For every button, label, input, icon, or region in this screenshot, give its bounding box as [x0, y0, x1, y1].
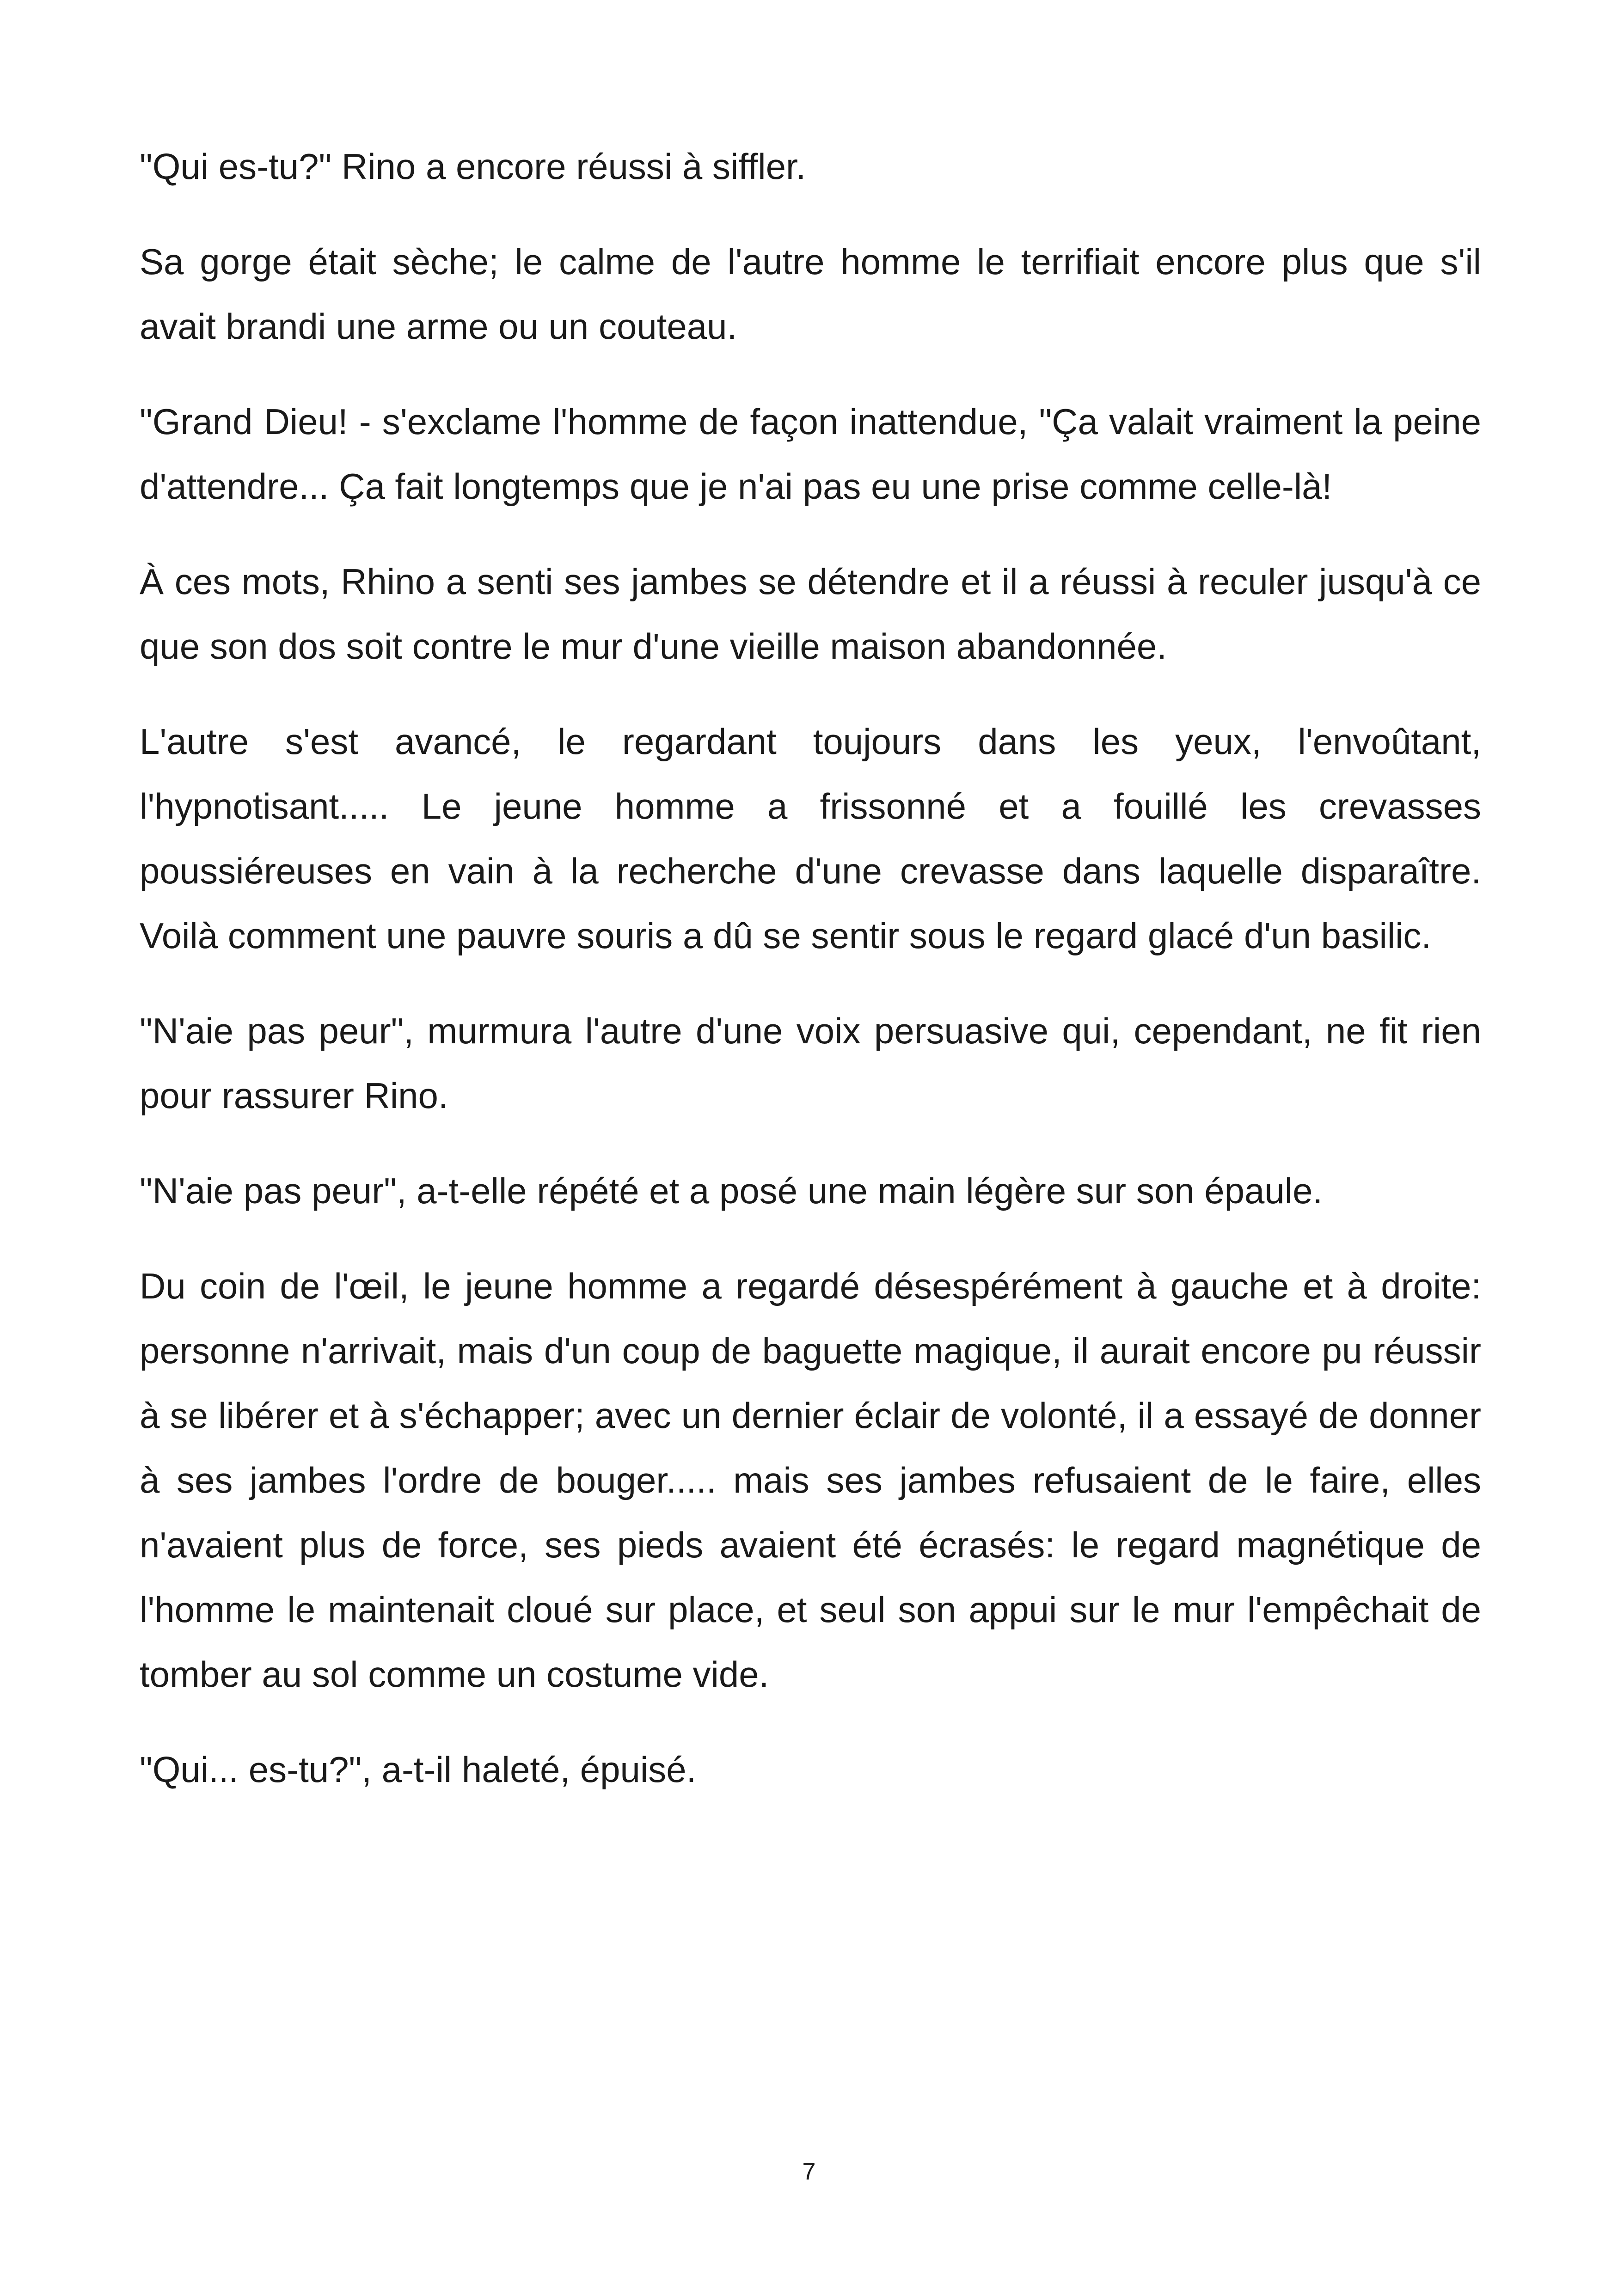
- paragraph-7: "N'aie pas peur", a-t-elle répété et a posé une main légère sur son épaule.: [140, 1170, 1323, 1211]
- paragraph-2: Sa gorge était sèche; le calme de l'autre homme le terrifiait encore plus que s'il avait brandi une arme ou un couteau.: [140, 241, 1481, 347]
- body-text: [140, 134, 1481, 1832]
- paragraph-8: Du coin de l'œil, le jeune homme a regardé désespérément à gauche et à droite: personne n'arrivait, mais d'un coup de baguette magique, il aurait encore pu réussir à se libérer et à s'échapper; avec un dernier éclair de volonté, il a essayé de donner à ses jambes l'ordre de bouger..... mais ses jambes refusaient de le faire, elles n'avaient plus de force, ses pieds avaient été écrasés: le regard magnétique de l'homme le maintenait cloué sur place, et seul son appui sur le mur l'empêchait de tomber au sol comme un costume vide.: [140, 1266, 1481, 1695]
- paragraph-3: "Grand Dieu! - s'exclame l'homme de façon inattendue, "Ça valait vraiment la peine d'attendre... Ça fait longtemps que je n'ai pas eu une prise comme celle-là!: [140, 401, 1481, 507]
- paragraph-6: "N'aie pas peur", murmura l'autre d'une voix persuasive qui, cependant, ne fit rien pour rassurer Rino.: [140, 1010, 1481, 1116]
- paragraph-9: "Qui... es-tu?", a-t-il haleté, épuisé.: [140, 1749, 697, 1790]
- page-number: 7: [802, 2158, 816, 2185]
- paragraph-1: "Qui es-tu?" Rino a encore réussi à siffler.: [140, 146, 806, 187]
- paragraph-4: À ces mots, Rhino a senti ses jambes se détendre et il a réussi à reculer jusqu'à ce que son dos soit contre le mur d'une vieille maison abandonnée.: [140, 561, 1481, 667]
- paragraph-5: L'autre s'est avancé, le regardant toujours dans les yeux, l'envoûtant, l'hypnotisant..... Le jeune homme a frissonné et a fouillé les crevasses poussiéreuses en vain à la recherche d'une crevasse dans laquelle disparaître. Voilà comment une pauvre souris a dû se sentir sous le regard glacé d'un basilic.: [140, 721, 1481, 956]
